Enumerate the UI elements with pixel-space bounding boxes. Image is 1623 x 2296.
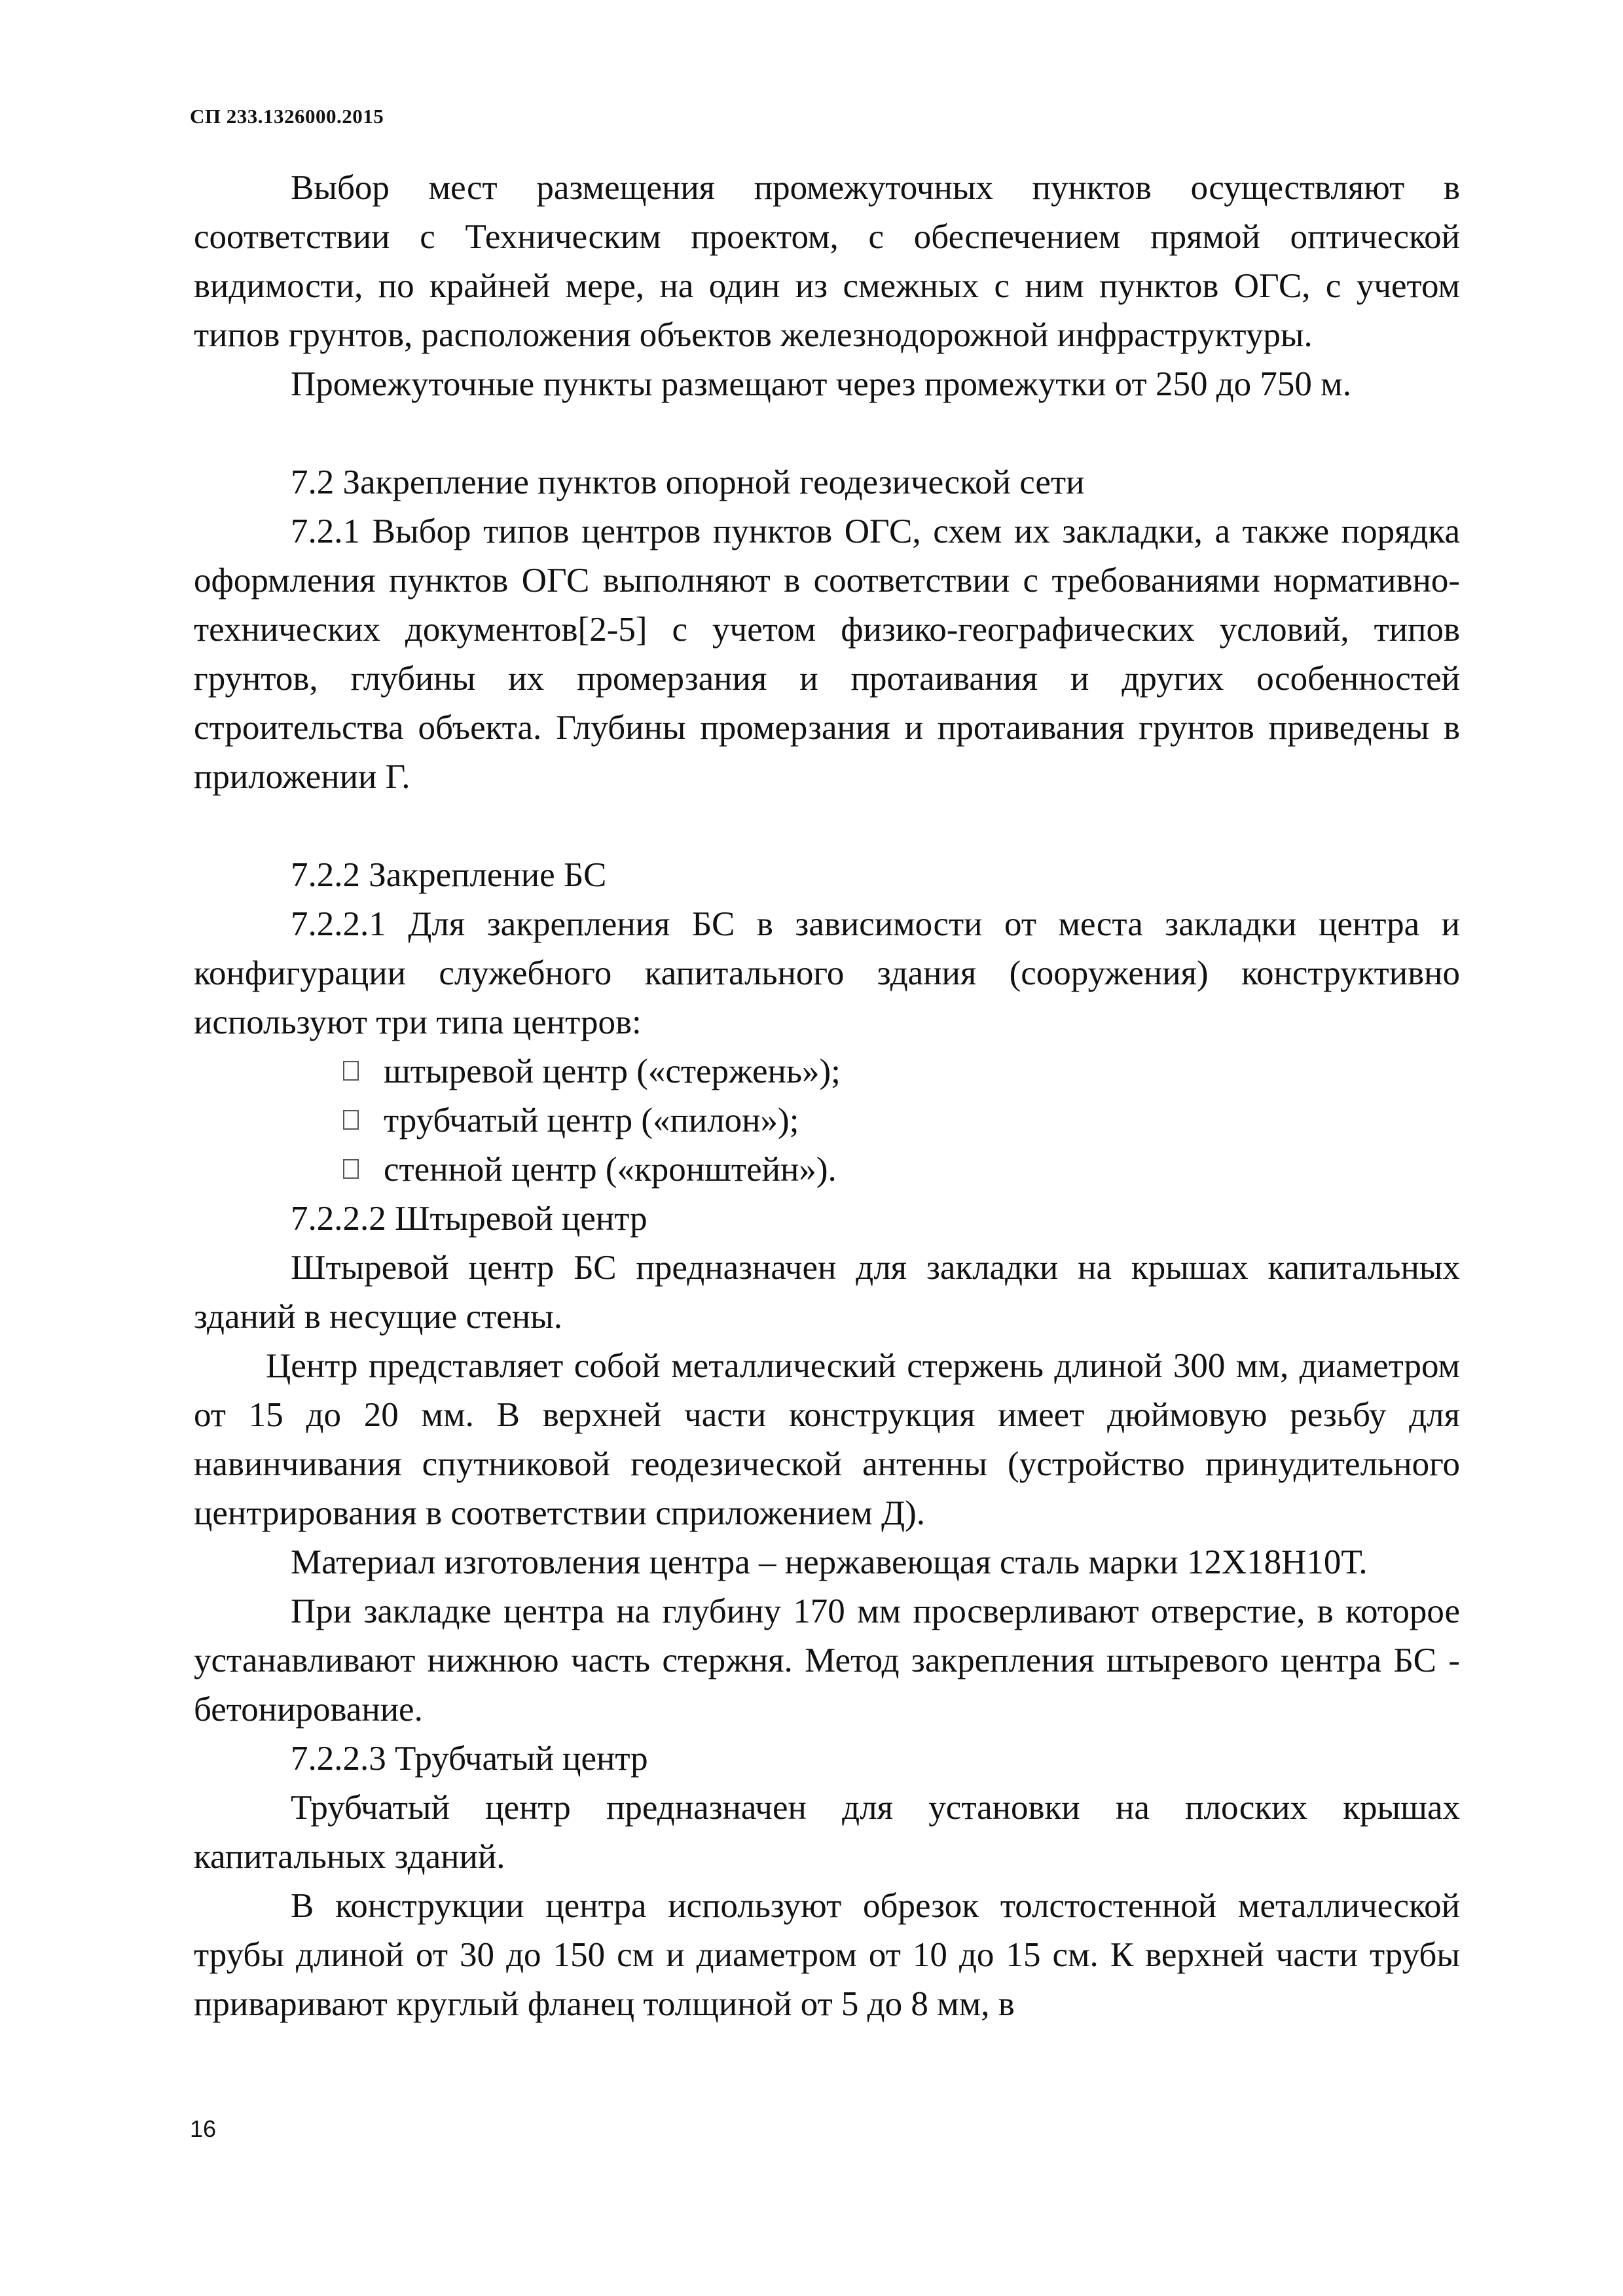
section-heading-7-2-2: 7.2.2 Закрепление БС — [291, 856, 607, 894]
checkbox-bullet-icon — [343, 1110, 359, 1130]
page-number: 16 — [190, 2115, 217, 2142]
paragraph-tube-center-purpose: Трубчатый центр предназначен для установки на плоских крышах капитальных зданий. — [194, 1789, 1460, 1876]
paragraph-pin-center-purpose: Штыревой центр БС предназначен для закладки на крышах капитальных зданий в несущие стены. — [194, 1249, 1460, 1336]
paragraph-intermediate-points-spacing: Промежуточные пункты размещают через промежутки от 250 до 750 м. — [291, 365, 1351, 403]
center-types-list — [194, 1047, 1460, 1194]
list-item — [194, 1145, 1460, 1194]
section-heading-7-2: 7.2 Закрепление пунктов опорной геодезической сети — [291, 463, 1085, 501]
paragraph-7-2-2-1: 7.2.2.1 Для закрепления БС в зависимости от места закладки центра и конфигурации служебного капитального здания (сооружения) конструктивно используют три типа центров: — [194, 905, 1460, 1041]
paragraph-pin-center-installation: При закладке центра на глубину 170 мм просверливают отверстие, в которое устанавливают нижнюю часть стержня. Метод закрепления штыревого центра БС - бетонирование. — [194, 1592, 1460, 1729]
section-heading-7-2-2-3: 7.2.2.3 Трубчатый центр — [291, 1740, 648, 1778]
list-item-text: трубчатый центр («пилон»); — [384, 1102, 799, 1139]
list-item — [194, 1047, 1460, 1096]
list-item-text: штыревой центр («стержень»); — [384, 1052, 841, 1090]
spacer — [194, 409, 1460, 458]
paragraph-7-2-1: 7.2.1 Выбор типов центров пунктов ОГС, схем их закладки, а также порядка оформления пунктов ОГС выполняют в соответствии с требованиями нормативно-технических документов[2-5] с учетом физико-географических условий, типов грунтов, глубины их промерзания и протаивания и других особенностей строительства объекта. Глубины промерзания и протаивания грунтов приведены в приложении Г. — [194, 512, 1460, 796]
paragraph-pin-center-construction: Центр представляет собой металлический стержень длиной 300 мм, диаметром от 15 до 20 мм. В верхней части конструкция имеет дюймовую резьбу для навинчивания спутниковой геодезической антенны (устройство принудительного центрирования в соответствии сприложением Д). — [194, 1347, 1460, 1532]
document-code-header: СП 233.1326000.2015 — [190, 105, 384, 128]
checkbox-bullet-icon — [343, 1159, 359, 1179]
section-heading-7-2-2-2: 7.2.2.2 Штыревой центр — [291, 1200, 647, 1238]
paragraph-pin-center-material: Материал изготовления центра – нержавеющая сталь марки 12Х18Н10Т. — [291, 1543, 1368, 1581]
checkbox-bullet-icon — [343, 1061, 359, 1081]
paragraph-intermediate-points-selection: Выбор мест размещения промежуточных пунктов осуществляют в соответствии с Техническим проектом, с обеспечением прямой оптической видимости, по крайней мере, на один из смежных с ним пунктов ОГС, с учетом типов грунтов, расположения объектов железнодорожной инфраструктуры. — [194, 169, 1460, 354]
spacer — [194, 802, 1460, 851]
list-item — [194, 1096, 1460, 1145]
paragraph-tube-center-construction: В конструкции центра используют обрезок толстостенной металлической трубы длиной от 30 до 150 см и диаметром от 10 до 15 см. К верхней части трубы приваривают круглый фланец толщиной от 5 до 8 мм, в — [194, 1887, 1460, 2023]
list-item-text: стенной центр («кронштейн»). — [384, 1151, 837, 1189]
document-body — [194, 164, 1460, 2029]
